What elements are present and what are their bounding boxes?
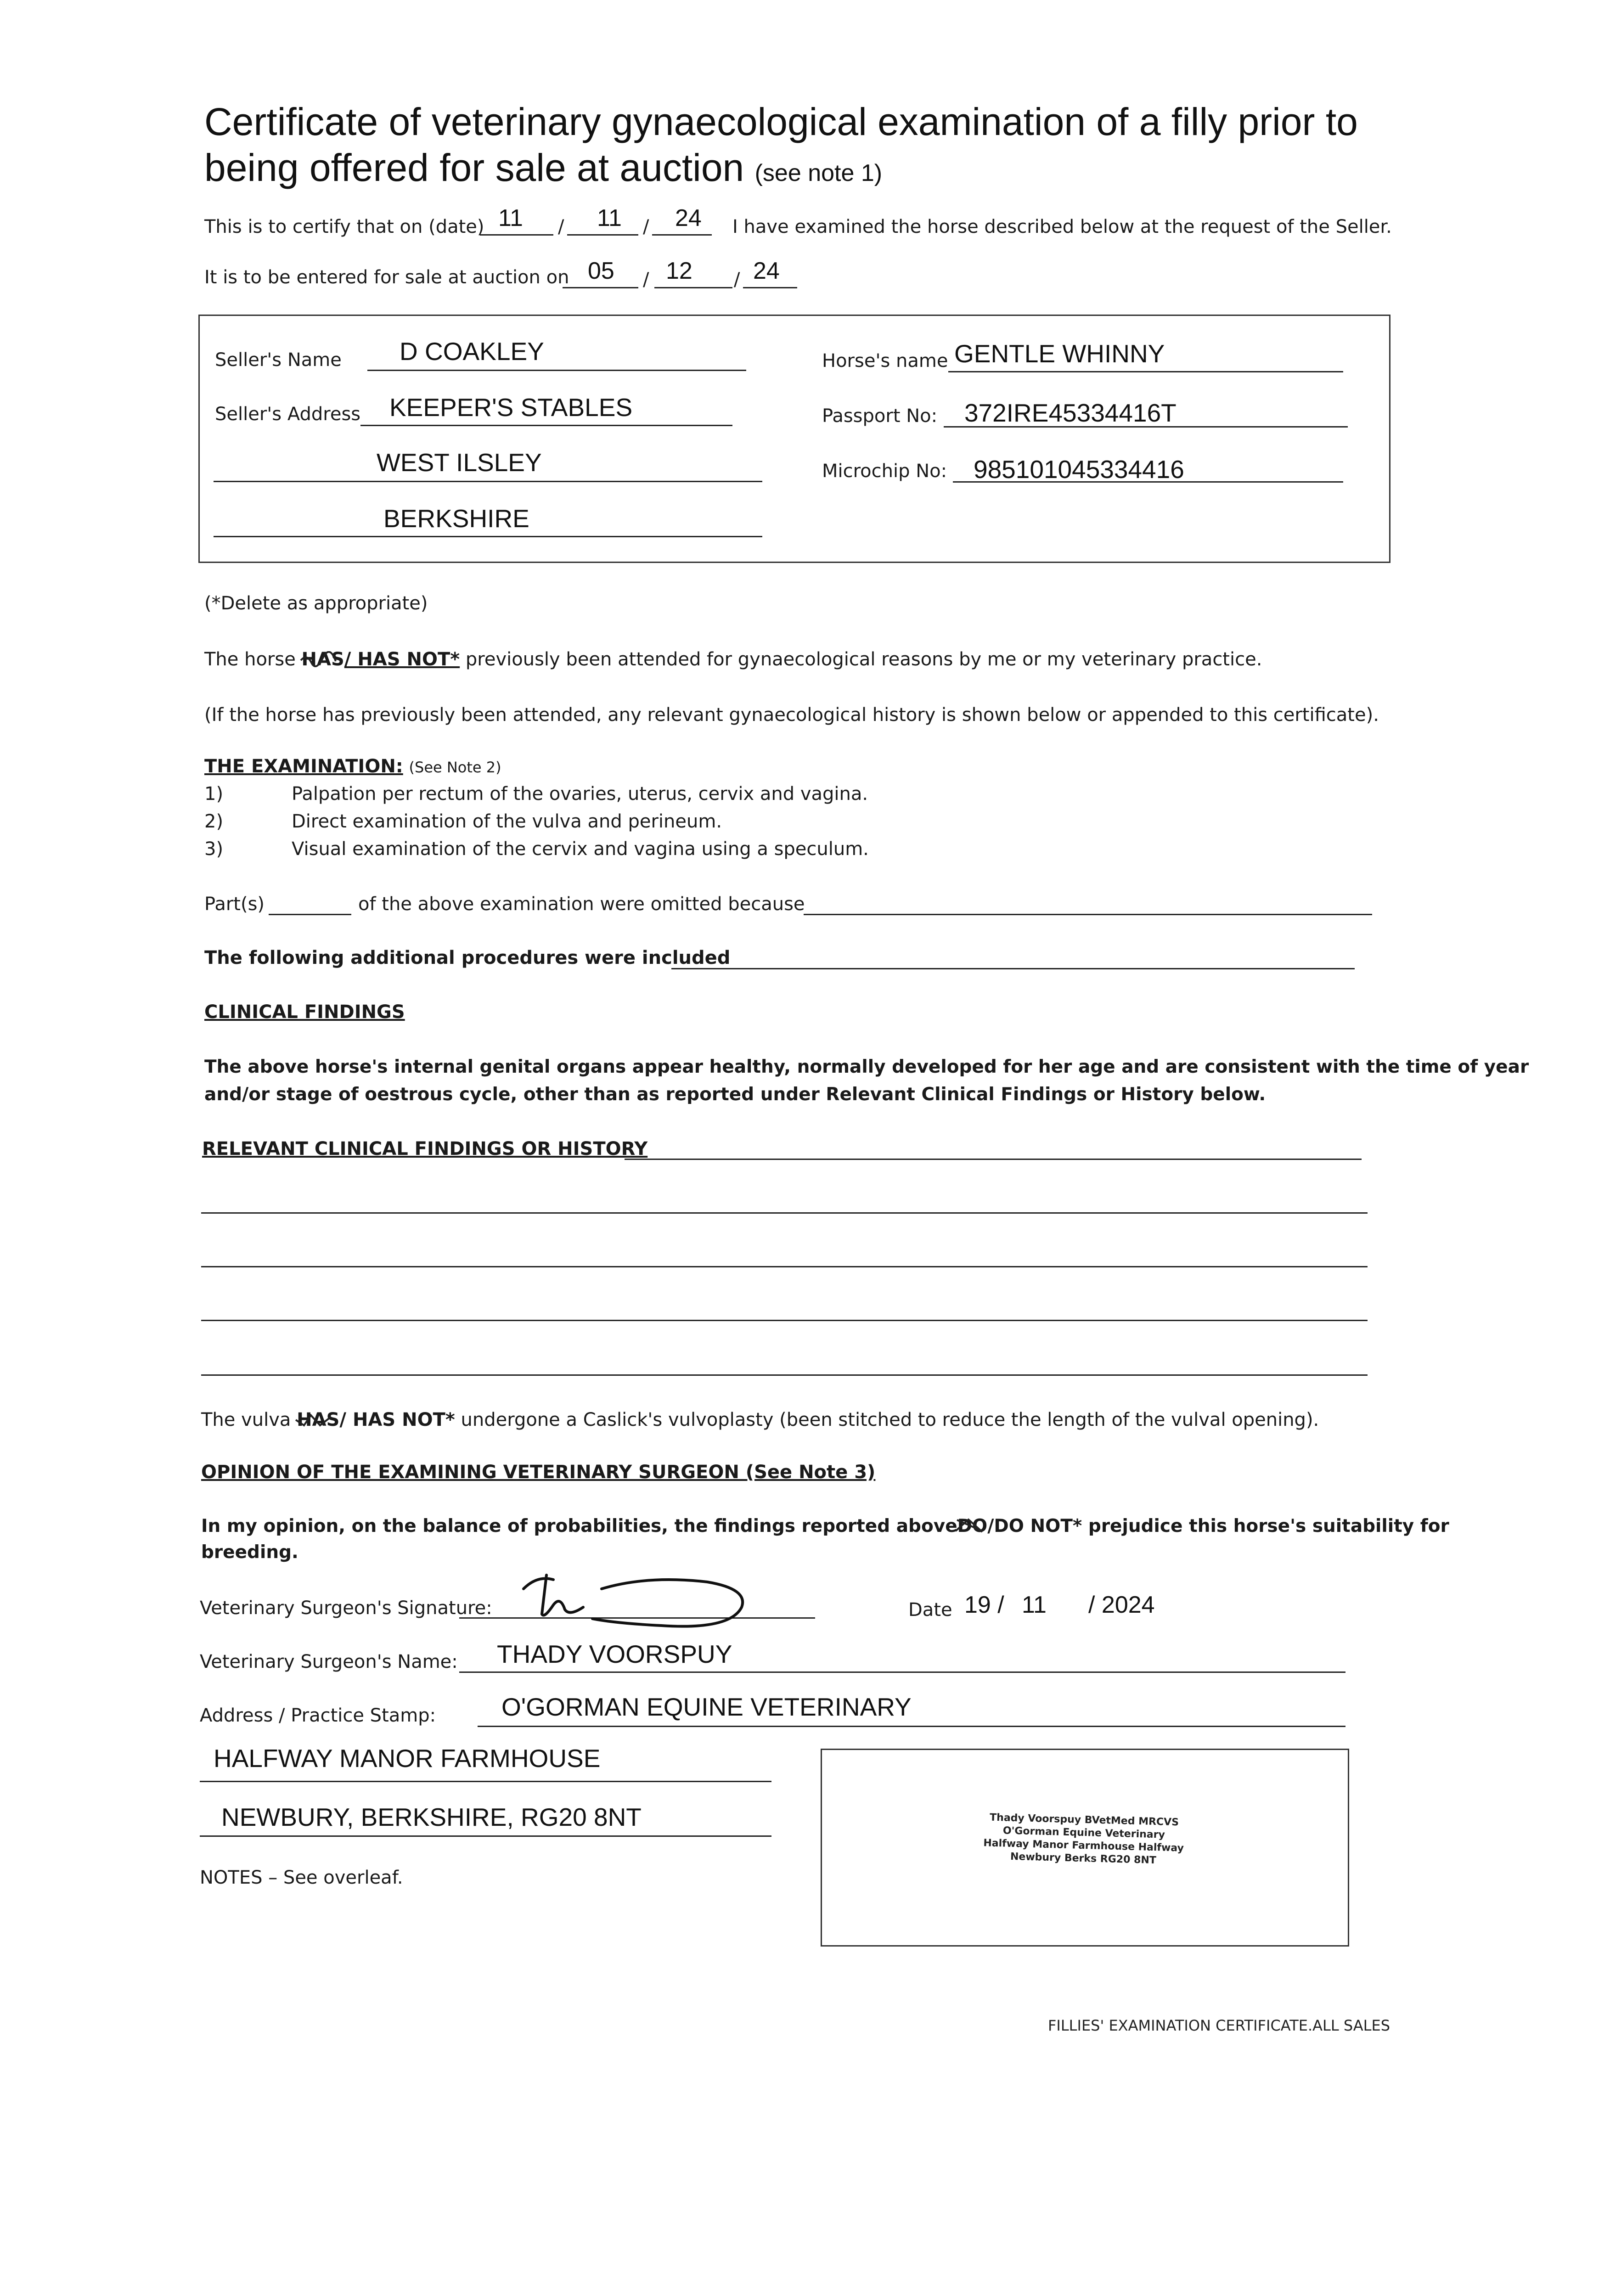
exam-item-2-num: 2) bbox=[204, 811, 224, 832]
omitted-prefix: Part(s) bbox=[204, 894, 265, 915]
delete-note: (*Delete as appropriate) bbox=[204, 593, 428, 614]
exam-item-1-text: Palpation per rectum of the ovaries, uterus, cervix and vagina. bbox=[292, 783, 868, 805]
clinical-para-2: and/or stage of oestrous cycle, other than as reported under Relevant Clinical Findings or History below. bbox=[204, 1084, 1266, 1105]
title-note: (see note 1) bbox=[754, 160, 883, 186]
horse-name-label: Horse's name bbox=[822, 350, 948, 371]
opinion-do: DO bbox=[957, 1516, 988, 1536]
examination-note: (See Note 2) bbox=[409, 759, 501, 776]
certify-day: 11 bbox=[498, 205, 523, 231]
attended-prefix: The horse bbox=[204, 649, 296, 670]
vet-practice: O'GORMAN EQUINE VETERINARY bbox=[501, 1693, 912, 1721]
seller-address-line-2 bbox=[214, 481, 762, 482]
stamp-line-3: Halfway Manor Farmhouse Halfway bbox=[983, 1837, 1184, 1854]
certify-sep-1: / bbox=[558, 216, 564, 237]
attended-line bbox=[204, 648, 1262, 670]
auction-sep-2: / bbox=[734, 269, 740, 290]
relevant-line-1 bbox=[625, 1159, 1362, 1160]
certify-day-line bbox=[480, 234, 553, 236]
microchip-label: Microchip No: bbox=[822, 461, 947, 482]
opinion-line-1-a: In my opinion, on the balance of probabilities, the findings reported above bbox=[201, 1516, 957, 1536]
title-line-1: Certificate of veterinary gynaecological examination of a filly prior to bbox=[204, 100, 1358, 143]
vulva-choice: / HAS NOT* bbox=[339, 1409, 455, 1430]
vet-address-line-1 bbox=[478, 1726, 1345, 1727]
clinical-para-1: The above horse's internal genital organs appear healthy, normally developed for her age and are consistent with the time of year bbox=[204, 1057, 1529, 1077]
vet-name-line bbox=[459, 1671, 1345, 1673]
vet-address-line-2 bbox=[200, 1781, 771, 1782]
stamp-line-2: O'Gorman Equine Veterinary bbox=[1002, 1825, 1165, 1841]
examination-heading-text: THE EXAMINATION: bbox=[204, 756, 403, 777]
certify-month: 11 bbox=[597, 205, 622, 231]
additional-line bbox=[671, 968, 1355, 969]
auction-year-line bbox=[743, 287, 797, 288]
vulva-has-struck bbox=[297, 1409, 339, 1431]
auction-year: 24 bbox=[753, 258, 780, 284]
vulva-has: HAS bbox=[297, 1409, 340, 1430]
seller-address-3: BERKSHIRE bbox=[383, 504, 529, 533]
auction-prefix: It is to be entered for sale at auction on bbox=[204, 267, 569, 288]
certify-suffix: I have examined the horse described below at the request of the Seller. bbox=[732, 216, 1392, 237]
vulva-line bbox=[201, 1409, 1319, 1431]
sign-date-month: 11 bbox=[1022, 1592, 1047, 1618]
exam-item-3-text: Visual examination of the cervix and vagina using a speculum. bbox=[292, 838, 869, 860]
strike-scribble bbox=[300, 651, 337, 670]
seller-horse-box bbox=[198, 315, 1390, 563]
auction-day: 05 bbox=[588, 258, 614, 284]
attended-has: HAS bbox=[301, 649, 344, 670]
notes: NOTES – See overleaf. bbox=[200, 1867, 403, 1888]
microchip-number: 985101045334416 bbox=[974, 455, 1184, 484]
horse-name-line bbox=[948, 371, 1343, 372]
title-line-2-text: being offered for sale at auction bbox=[204, 146, 744, 189]
title-line-2 bbox=[204, 145, 882, 196]
horse-name: GENTLE WHINNY bbox=[954, 339, 1165, 368]
vulva-prefix: The vulva bbox=[201, 1409, 291, 1430]
exam-item-3-num: 3) bbox=[204, 838, 224, 860]
footer-form-name: FILLIES' EXAMINATION CERTIFICATE.ALL SALES bbox=[1048, 2017, 1390, 2034]
auction-month-line bbox=[654, 287, 732, 288]
signature-label: Veterinary Surgeon's Signature: bbox=[200, 1598, 492, 1619]
history-note: (If the horse has previously been attended, any relevant gynaecological history is shown below or appended to this certificate). bbox=[204, 704, 1379, 726]
vulva-suffix: undergone a Caslick's vulvoplasty (been stitched to reduce the length of the vulval opening). bbox=[461, 1409, 1319, 1430]
auction-month: 12 bbox=[666, 258, 692, 284]
passport-label: Passport No: bbox=[822, 405, 938, 427]
sign-date-year: / 2024 bbox=[1088, 1592, 1155, 1618]
vet-address-line-3 bbox=[200, 1835, 771, 1837]
stamp-line-4: Newbury Berks RG20 8NT bbox=[1010, 1851, 1157, 1867]
vet-address-3: NEWBURY, BERKSHIRE, RG20 8NT bbox=[221, 1803, 642, 1831]
exam-item-1-num: 1) bbox=[204, 783, 224, 805]
passport-number: 372IRE45334416T bbox=[964, 399, 1177, 427]
certify-year-line bbox=[652, 234, 712, 236]
stamp-line-1: Thady Voorspuy BVetMed MRCVS bbox=[989, 1812, 1179, 1829]
omitted-reason-line bbox=[804, 914, 1372, 915]
vet-name-label: Veterinary Surgeon's Name: bbox=[200, 1651, 458, 1672]
seller-name-line bbox=[367, 370, 746, 371]
seller-address-1: KEEPER'S STABLES bbox=[389, 393, 633, 422]
opinion-do-struck bbox=[957, 1515, 988, 1537]
seller-name-label: Seller's Name bbox=[215, 349, 342, 371]
auction-sep-1: / bbox=[643, 269, 649, 290]
attended-choice: / HAS NOT* bbox=[344, 649, 460, 670]
clinical-heading: CLINICAL FINDINGS bbox=[204, 1002, 405, 1023]
relevant-line-5 bbox=[201, 1374, 1368, 1376]
relevant-heading: RELEVANT CLINICAL FINDINGS OR HISTORY bbox=[202, 1138, 648, 1159]
date-label: Date bbox=[908, 1599, 952, 1621]
examination-heading bbox=[204, 755, 501, 778]
exam-item-2-text: Direct examination of the vulva and perineum. bbox=[292, 811, 722, 832]
opinion-line-1 bbox=[201, 1515, 1449, 1537]
practice-stamp bbox=[955, 1811, 1213, 1869]
certify-sep-2: / bbox=[643, 216, 649, 237]
opinion-line-2: breeding. bbox=[201, 1542, 298, 1563]
seller-address-line-3 bbox=[214, 536, 762, 537]
relevant-line-2 bbox=[201, 1212, 1368, 1214]
seller-address-2: WEST ILSLEY bbox=[377, 448, 542, 477]
vet-address-2: HALFWAY MANOR FARMHOUSE bbox=[214, 1744, 601, 1773]
certify-prefix: This is to certify that on (date) bbox=[204, 216, 484, 237]
relevant-line-3 bbox=[201, 1266, 1368, 1267]
relevant-line-4 bbox=[201, 1320, 1368, 1321]
opinion-heading: OPINION OF THE EXAMINING VETERINARY SURGEON (See Note 3) bbox=[201, 1462, 876, 1483]
vet-name: THADY VOORSPUY bbox=[497, 1640, 732, 1668]
vet-address-label: Address / Practice Stamp: bbox=[200, 1705, 436, 1726]
strike-scribble bbox=[295, 1412, 332, 1430]
seller-address-label: Seller's Address bbox=[215, 404, 361, 425]
auction-day-line bbox=[563, 287, 638, 288]
omitted-middle: of the above examination were omitted because bbox=[358, 894, 805, 915]
seller-address-line-1 bbox=[360, 425, 732, 426]
seller-name: D COAKLEY bbox=[400, 337, 544, 366]
handwritten-signature bbox=[510, 1561, 767, 1635]
certify-year: 24 bbox=[675, 205, 702, 231]
omitted-parts-line bbox=[269, 914, 351, 915]
strike-scribble bbox=[955, 1517, 987, 1536]
attended-suffix: previously been attended for gynaecological reasons by me or my veterinary practice. bbox=[465, 649, 1262, 670]
certify-month-line bbox=[567, 234, 638, 236]
sign-date-day: 19 / bbox=[964, 1592, 1004, 1618]
additional-label: The following additional procedures were included bbox=[204, 947, 731, 968]
opinion-line-1-b: /DO NOT* prejudice this horse's suitability for bbox=[987, 1516, 1449, 1536]
attended-has-struck bbox=[302, 648, 344, 670]
